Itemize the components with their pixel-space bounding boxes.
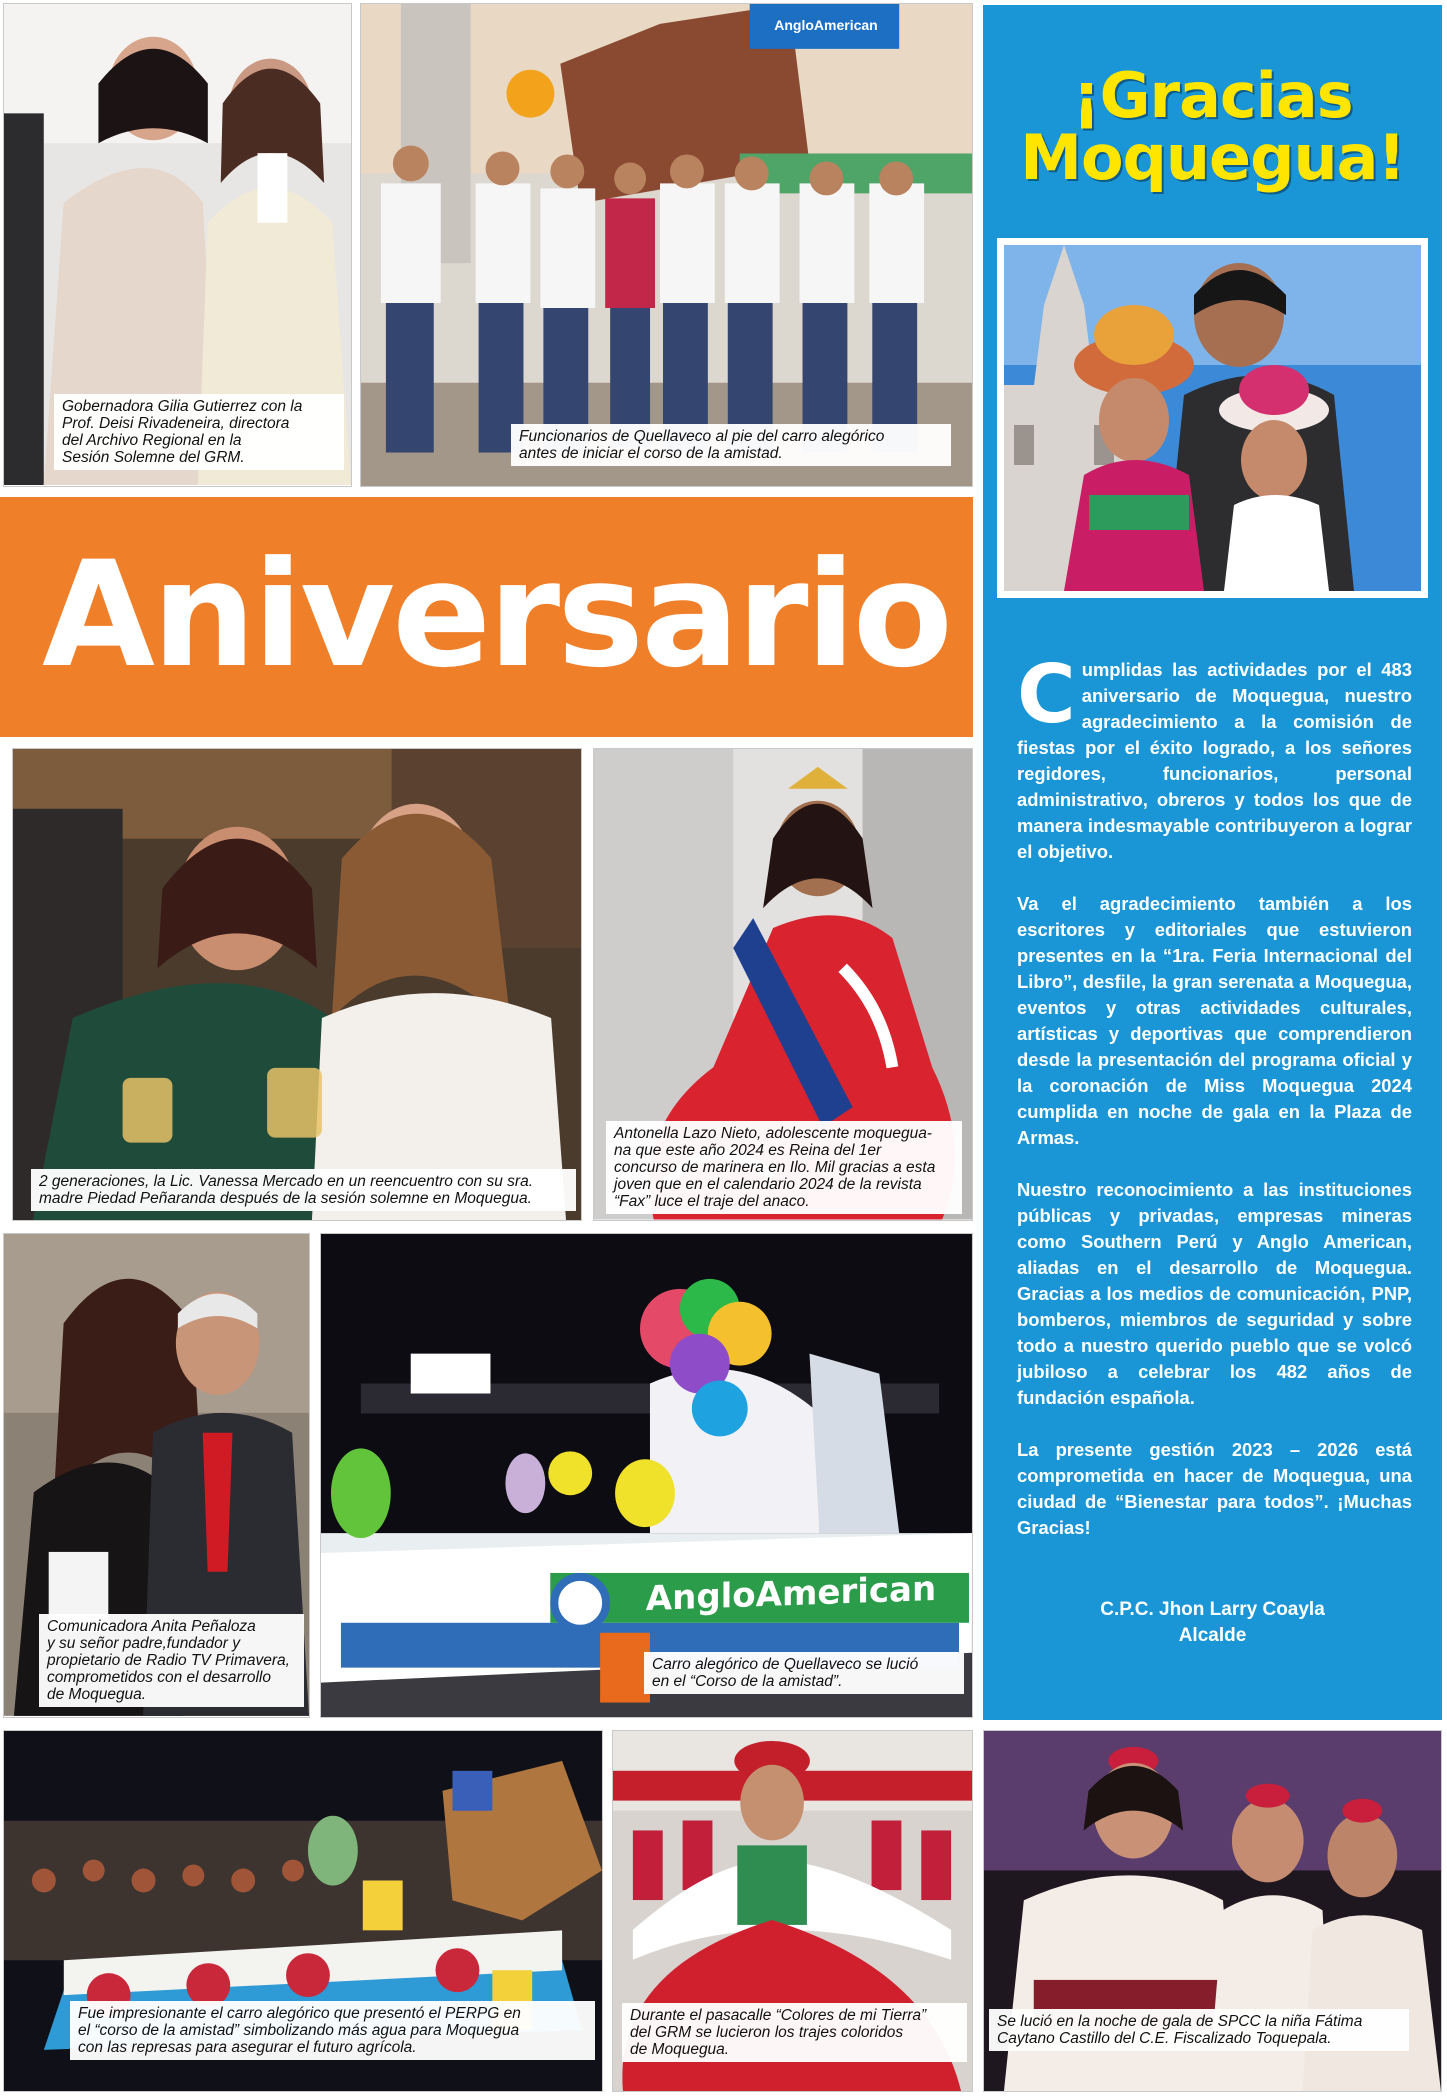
banner-title: Aniversario xyxy=(42,530,950,700)
photo-pasacalle xyxy=(612,1730,973,2092)
caption-officials: Funcionarios de Quellaveco al pie del carro alegórico antes de iniciar el corso de la amistad. xyxy=(511,424,951,466)
caption-mother-daughter: 2 generaciones, la Lic. Vanessa Mercado en un reencuentro con su sra. madre Piedad Peñaranda después de la sesión solemne en Moquegua. xyxy=(31,1169,576,1211)
caption-queen: Antonella Lazo Nieto, adolescente moquegua- na que este año 2024 es Reina del 1er concurso de marinera en Ilo. Mil gracias a esta joven que en el calendario 2024 de la revista “Fax” luce el traje del anaco. xyxy=(606,1121,962,1214)
float-anglo-text: AngloAmerican xyxy=(645,1568,937,1620)
officials-scene xyxy=(361,4,972,486)
photo-governor xyxy=(3,3,352,487)
photo-mother-daughter xyxy=(12,748,582,1221)
signature-role: Alcalde xyxy=(1178,1625,1247,1646)
photo-officials xyxy=(360,3,973,487)
anglo-sign: AngloAmerican xyxy=(774,17,878,33)
mother-daughter-scene xyxy=(13,749,581,1220)
caption-governor: Gobernadora Gilia Gutierrez con la Prof. Deisi Rivadeneira, directora del Archivo Regional en la Sesión Solemne del GRM. xyxy=(54,394,344,470)
caption-gala-dancers: Se lució en la noche de gala de SPCC la niña Fátima Caytano Castillo del C.E. Fiscalizado Toquepala. xyxy=(989,2009,1409,2051)
caption-communicator: Comunicadora Anita Peñaloza y su señor padre,fundador y propietario de Radio TV Primavera, comprometidos con el desarrollo de Moquegua. xyxy=(39,1614,304,1707)
photo-gala-dancers xyxy=(983,1730,1442,2092)
paragraph-2: Va el agradecimiento también a los escritores y editoriales que estuvieron presentes en la “1ra. Feria Internacional del Libro”, desfile, la gran serenata a Moquegua, eventos y otras actividades culturales, artísticas y deportivas que comprendieron desde la presentación del programa oficial y la coronación de Miss Moquegua 2024 cumplida en noche de gala en la Plaza de Armas. xyxy=(1017,893,1412,1148)
caption-float-night: Carro alegórico de Quellaveco se lució en el “Corso de la amistad”. xyxy=(644,1652,964,1694)
signature xyxy=(983,1597,1442,1649)
photo-perpg-float xyxy=(3,1730,603,2092)
mayor-kids-scene xyxy=(1004,245,1421,591)
gracias-column xyxy=(983,5,1442,1720)
paragraph-3: Nuestro reconocimiento a las instituciones públicas y privadas, empresas mineras como Southern Perú y Anglo American, aliadas en el desarrollo de Moquegua. Gracias a los medios de comunicación, PNP, bomberos, miembros de seguridad y sobre todo a nuestro querido pueblo que se volcó jubiloso a celebrar los 482 años de fundación española. xyxy=(1017,1179,1412,1408)
signature-name: C.P.C. Jhon Larry Coayla xyxy=(1100,1599,1325,1620)
aniversario-banner xyxy=(0,497,973,737)
photo-queen xyxy=(593,748,973,1221)
gracias-body xyxy=(1017,648,1412,1567)
photo-mayor-kids xyxy=(997,238,1428,598)
photo-float-night xyxy=(320,1233,973,1718)
caption-pasacalle: Durante el pasacalle “Colores de mi Tierra” del GRM se lucieron los trajes coloridos de Moquegua. xyxy=(622,2003,967,2062)
photo-communicator xyxy=(3,1233,310,1718)
dropcap: C xyxy=(1017,648,1076,741)
float-night-scene xyxy=(321,1234,972,1718)
gracias-title-line1: ¡Gracias xyxy=(1072,59,1353,132)
gracias-title-line2: Moquegua! xyxy=(1020,121,1405,194)
gracias-title xyxy=(983,59,1442,194)
caption-perpg-float: Fue impresionante el carro alegórico que presentó el PERPG en el “corso de la amistad” simbolizando más agua para Moquegua con las represas para asegurar el futuro agrícola. xyxy=(70,2001,595,2060)
paragraph-4: La presente gestión 2023 – 2026 está comprometida en hacer de Moquegua, una ciudad de “Bienestar para todos”. ¡Muchas Gracias! xyxy=(1017,1439,1412,1538)
paragraph-1: Cumplidas las actividades por el 483 aniversario de Moquegua, nuestro agradecimiento a la comisión de fiestas por el éxito logrado, a los señores regidores, funcionarios, personal administrativo, obreros y todos los que de manera indesmayable contribuyeron a lograr el objetivo. xyxy=(1017,648,1412,862)
